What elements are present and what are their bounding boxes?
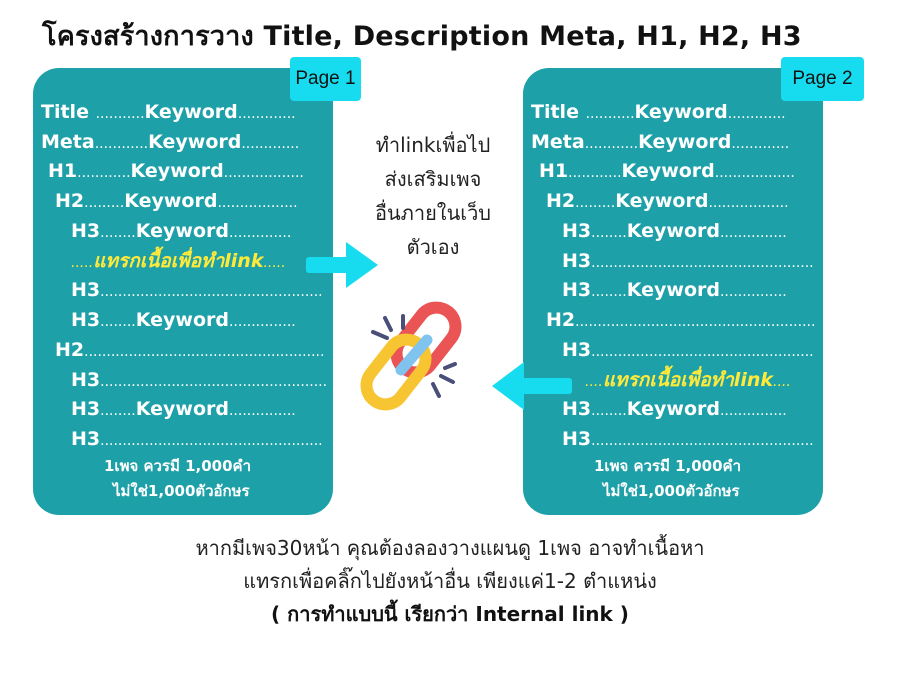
row-keyword: Keyword xyxy=(626,279,720,301)
bottom-text-line2: แทรกเพื่อคลิ๊กไปยังหน้าอื่น เพียงแค่1-2 ตำแหน่ง xyxy=(243,569,657,593)
row-keyword: Keyword xyxy=(615,190,709,212)
outline-row xyxy=(41,100,296,126)
row-keyword: Keyword xyxy=(124,190,218,212)
outline-row xyxy=(539,159,795,185)
row-label: Meta xyxy=(531,131,585,153)
row-dots: ..... xyxy=(263,255,286,271)
row-dots: ......... xyxy=(575,195,616,211)
row-dots: .................................................. xyxy=(591,433,814,449)
row-label: H1 xyxy=(48,160,78,182)
row-keyword: Keyword xyxy=(626,398,720,420)
outline-row xyxy=(71,427,323,453)
row-dots: ........... xyxy=(585,106,635,122)
row-label: H3 xyxy=(71,220,101,242)
row-label: H3 xyxy=(71,369,101,391)
row-label: H3 xyxy=(562,339,592,361)
row-dots: ............. xyxy=(237,106,296,122)
page1-note-words: 1เพจ ควรมี 1,000คำ xyxy=(104,457,251,475)
row-dots: ........ xyxy=(100,314,136,330)
row-dots: ............ xyxy=(568,165,622,181)
row-label: H3 xyxy=(562,428,592,450)
row-label: H2 xyxy=(546,309,576,331)
bottom-text-line1: หากมีเพจ30หน้า คุณต้องลองวางแผนดู 1เพจ อาจทำเนื้อหา xyxy=(195,536,705,560)
row-label: H3 xyxy=(562,398,592,420)
row-dots: ............... xyxy=(228,403,296,419)
row-dots: ............... xyxy=(228,314,296,330)
row-dots: ............ xyxy=(94,136,149,152)
row-dots: ............. xyxy=(727,106,786,122)
row-dots: ............... xyxy=(719,403,787,419)
insert-link-row xyxy=(585,368,791,394)
outline-row xyxy=(71,278,323,304)
page1-note-chars: ไม่ใช่1,000ตัวอักษร xyxy=(113,482,250,500)
row-label: H1 xyxy=(539,160,569,182)
row-label: H3 xyxy=(562,279,592,301)
page2-tag: Page 2 xyxy=(781,57,864,101)
row-dots: .................. xyxy=(217,195,298,211)
page-title: โครงสร้างการวาง Title, Description Meta, H1, H2, H3 xyxy=(42,21,802,52)
outline-row xyxy=(531,100,786,126)
row-keyword: แทรกเนื้อเพื่อทำlink xyxy=(93,250,264,272)
outline-row xyxy=(71,308,296,334)
outline-row xyxy=(55,189,298,215)
middle-text-line2: ส่งเสริมเพจ xyxy=(384,167,482,191)
outline-row xyxy=(546,308,815,334)
row-dots: ......... xyxy=(84,195,125,211)
row-keyword: Keyword xyxy=(634,101,728,123)
row-label: H3 xyxy=(71,279,101,301)
row-dots: ............... xyxy=(719,284,787,300)
row-dots: .............. xyxy=(228,225,292,241)
row-dots: ............. xyxy=(731,136,790,152)
row-dots: .................................................. xyxy=(591,255,814,271)
row-keyword: Keyword xyxy=(148,131,242,153)
row-label: Title xyxy=(41,101,96,123)
row-dots: .................................................. xyxy=(100,284,323,300)
row-keyword: Keyword xyxy=(135,398,229,420)
row-label: H2 xyxy=(546,190,576,212)
middle-text xyxy=(358,128,508,264)
page1-tag: Page 1 xyxy=(290,57,361,101)
outline-row xyxy=(55,338,324,364)
row-dots: ..... xyxy=(71,255,94,271)
row-label: H3 xyxy=(562,220,592,242)
page2-note-chars: ไม่ใช่1,000ตัวอักษร xyxy=(603,482,740,500)
outline-row xyxy=(562,278,787,304)
outline-row xyxy=(562,338,814,364)
row-dots: ................................................... xyxy=(100,374,328,390)
row-dots: .................. xyxy=(223,165,304,181)
outline-row xyxy=(71,397,296,423)
row-dots: ........... xyxy=(95,106,145,122)
middle-text-line1: ทำlinkเพื่อไป xyxy=(375,133,491,157)
row-keyword: Keyword xyxy=(621,160,715,182)
outline-row xyxy=(48,159,304,185)
outline-row xyxy=(71,219,291,245)
bottom-text-line3: ( การทำแบบนี้ เรียกว่า Internal link ) xyxy=(271,602,629,626)
row-dots: .... xyxy=(585,374,603,390)
row-label: H2 xyxy=(55,190,85,212)
row-keyword: Keyword xyxy=(144,101,238,123)
row-keyword: Keyword xyxy=(130,160,224,182)
row-dots: ........ xyxy=(100,403,136,419)
outline-row xyxy=(562,397,787,423)
row-label: H3 xyxy=(71,428,101,450)
row-dots: .................. xyxy=(714,165,795,181)
outline-row xyxy=(562,249,814,275)
row-dots: .................................................. xyxy=(100,433,323,449)
row-dots: ...................................................... xyxy=(84,344,325,360)
row-dots: ............ xyxy=(584,136,639,152)
row-dots: ............ xyxy=(77,165,131,181)
arrow-right-icon xyxy=(300,238,380,294)
outline-row xyxy=(71,368,327,394)
row-dots: ........ xyxy=(100,225,136,241)
broken-chain-link-icon xyxy=(355,292,480,417)
row-dots: .................................................. xyxy=(591,344,814,360)
row-keyword: Keyword xyxy=(626,220,720,242)
arrow-left-icon xyxy=(490,358,574,414)
row-dots: ........ xyxy=(591,284,627,300)
middle-text-line4: ตัวเอง xyxy=(406,235,460,259)
row-dots: ............. xyxy=(241,136,300,152)
row-dots: .... xyxy=(773,374,791,390)
row-dots: ........ xyxy=(591,403,627,419)
outline-row xyxy=(562,219,787,245)
row-dots: ...................................................... xyxy=(575,314,816,330)
row-keyword: แทรกเนื้อเพื่อทำlink xyxy=(602,369,773,391)
row-keyword: Keyword xyxy=(638,131,732,153)
row-label: H3 xyxy=(71,309,101,331)
row-dots: .................. xyxy=(708,195,789,211)
insert-link-row xyxy=(71,249,286,275)
outline-row xyxy=(41,130,299,156)
row-label: H2 xyxy=(55,339,85,361)
page2-note-words: 1เพจ ควรมี 1,000คำ xyxy=(594,457,741,475)
outline-row xyxy=(546,189,789,215)
row-label: H3 xyxy=(71,398,101,420)
middle-text-line3: อื่นภายในเว็บ xyxy=(374,201,491,225)
row-label: H3 xyxy=(562,250,592,272)
row-label: Title xyxy=(531,101,586,123)
outline-row xyxy=(531,130,789,156)
outline-row xyxy=(562,427,814,453)
row-keyword: Keyword xyxy=(135,309,229,331)
row-dots: ............... xyxy=(719,225,787,241)
row-label: Meta xyxy=(41,131,95,153)
row-keyword: Keyword xyxy=(135,220,229,242)
row-dots: ........ xyxy=(591,225,627,241)
